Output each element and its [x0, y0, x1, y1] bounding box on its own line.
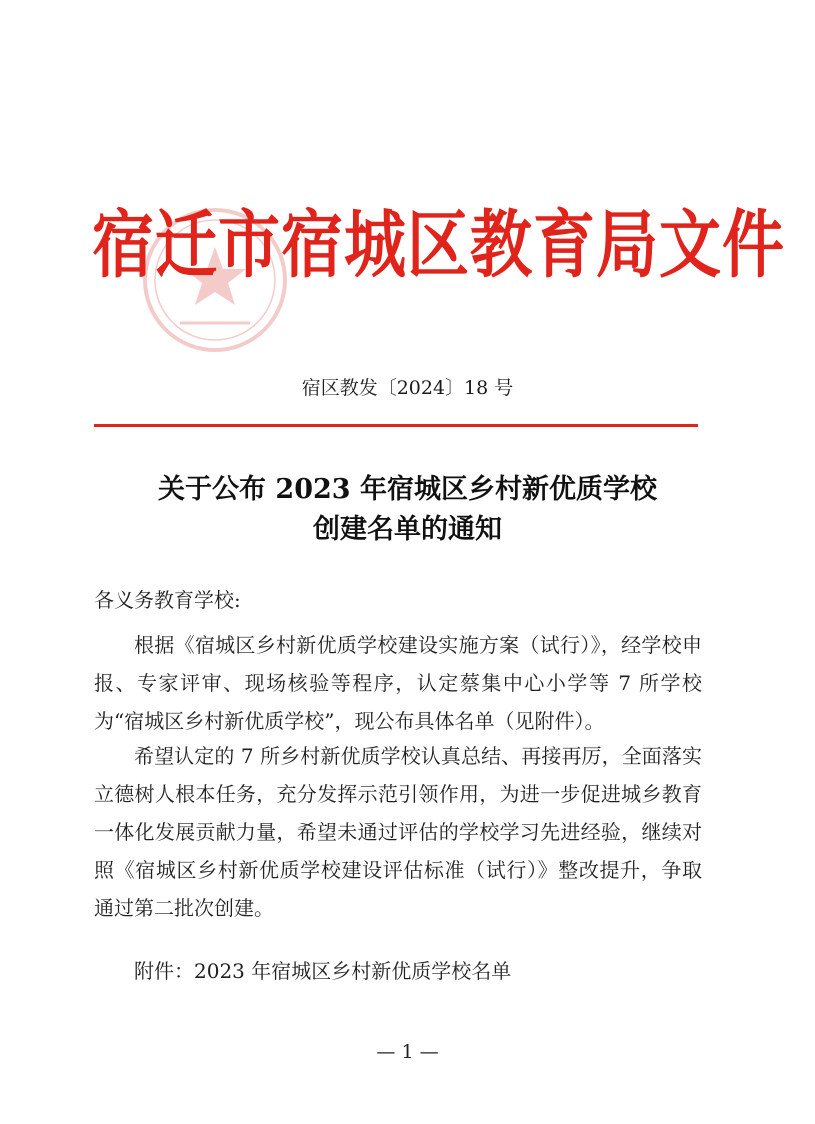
attachment-line: 附件：2023 年宿城区乡村新优质学校名单 — [134, 959, 512, 983]
page-number: — 1 — — [376, 1041, 439, 1063]
salutation: 各义务教育学校: — [94, 588, 241, 612]
document-number: 宿区教发〔2024〕18 号 — [301, 377, 514, 399]
body-paragraph-1: 根据《宿城区乡村新优质学校建设实施方案（试行）》，经学校申报、专家评审、现场核验等程序，认定蔡集中心小学等 7 所学校为“宿城区乡村新优质学校”，现公布具体名单（见附件）。 — [94, 633, 702, 733]
notice-title — [0, 470, 815, 550]
body-paragraph-2: 希望认定的 7 所乡村新优质学校认真总结、再接再厉，全面落实立德树人根本任务，充分发挥示范引领作用，为进一步促进城乡教育一体化发展贡献力量，希望未通过评估的学校学习先进经验，继续对照《宿城区乡村新优质学校建设评估标准（试行）》整改提升，争取通过第二批次创建。 — [94, 744, 702, 920]
notice-title-line-2: 创建名单的通知 — [313, 514, 502, 545]
issuer-title: 宿迁市宿城区教育局文件 — [92, 201, 786, 288]
header-divider — [94, 424, 698, 427]
notice-title-line-1: 关于公布 2023 年宿城区乡村新优质学校 — [158, 474, 657, 505]
